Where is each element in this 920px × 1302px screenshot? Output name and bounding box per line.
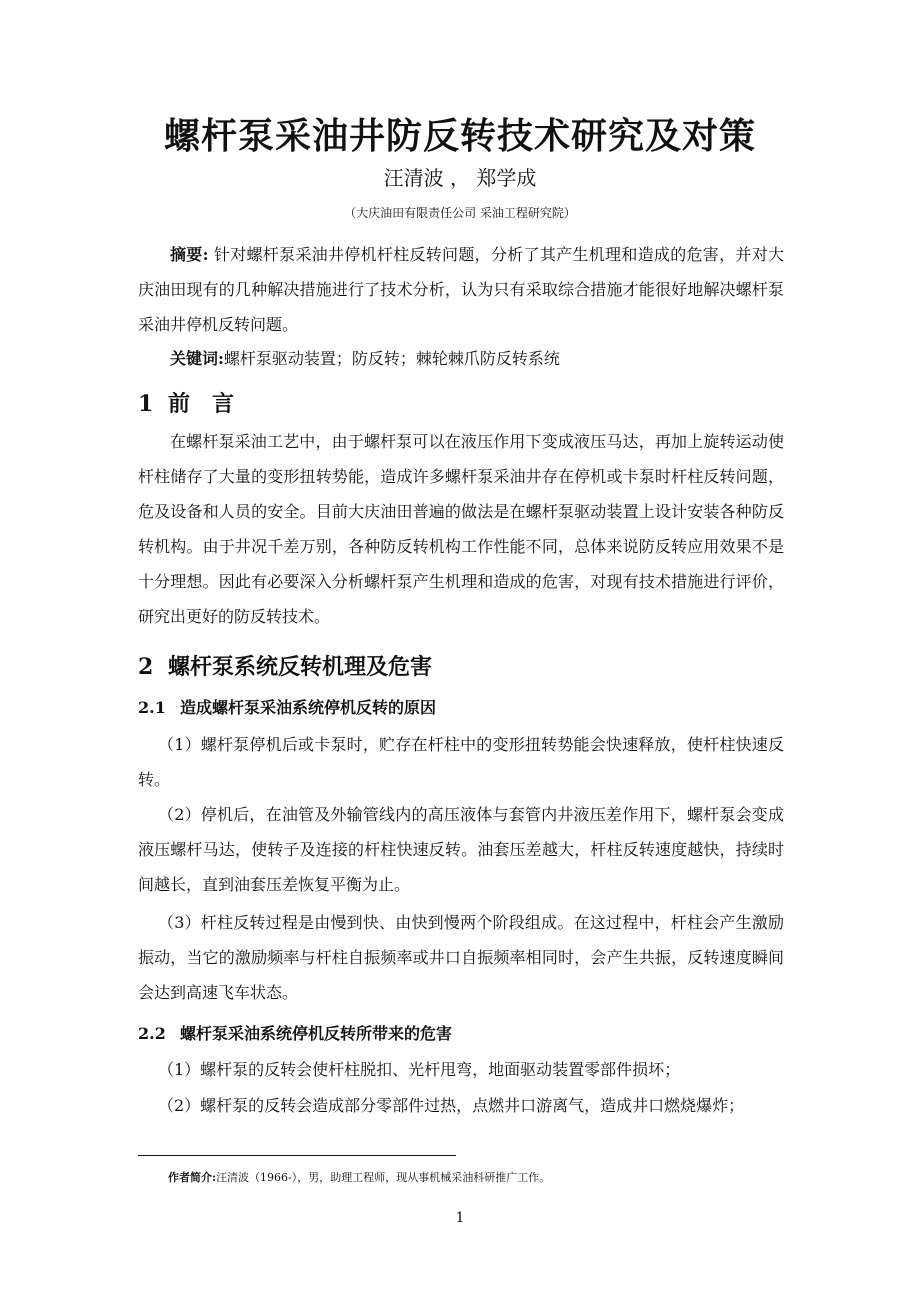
- subsection-2-1-heading: [138, 696, 436, 720]
- list-item: （2）停机后，在油管及外输管线内的高压液体与套管内井液压差作用下，螺杆泵会变成液压螺杆马达，使转子及连接的杆柱快速反转。油套压差越大，杆柱反转速度越快，持续时间越长，直到油套压差恢复平衡为止。: [138, 805, 784, 894]
- section-2-heading: [138, 651, 432, 683]
- list-item: （3）杆柱反转过程是由慢到快、由快到慢两个阶段组成。在这过程中，杆柱会产生激励振动，当它的激励频率与杆柱自振频率或井口自振频率相同时，会产生共振，反转速度瞬间会达到高速飞车状态。: [138, 913, 784, 1002]
- section-1-body: 在螺杆泵采油工艺中，由于螺杆泵可以在液压作用下变成液压马达，再加上旋转运动使杆柱储存了大量的变形扭转势能，造成许多螺杆泵采油井存在停机或卡泵时杆柱反转问题，危及设备和人员的安全。目前大庆油田普遍的做法是在螺杆泵驱动装置上设计安装各种防反转机构。由于井况千差万别，各种防反转机构工作性能不同，总体来说防反转应用效果不是十分理想。因此有必要深入分析螺杆泵产生机理和造成的危害，对现有技术措施进行评价，研究出更好的防反转技术。: [138, 432, 784, 626]
- section-1-title: 前 言: [168, 391, 235, 417]
- footnote-label: 作者简介:: [168, 1171, 217, 1184]
- section-1-number: 1: [138, 391, 154, 417]
- list-item: （2）螺杆泵的反转会造成部分零部件过热，点燃井口游离气，造成井口燃烧爆炸；: [158, 1096, 745, 1115]
- footnote-divider: [138, 1155, 456, 1156]
- section-2-number: 2: [138, 654, 154, 680]
- footnote-text: 汪清波（1966-），男，助理工程师，现从事机械采油科研推广工作。: [216, 1171, 551, 1184]
- list-item: （1）螺杆泵停机后或卡泵时，贮存在杆柱中的变形扭转势能会快速释放，使杆柱快速反转。: [138, 735, 784, 789]
- subsection-2-2-title: 螺杆泵采油系统停机反转所带来的危害: [180, 1024, 453, 1043]
- list-item: （1）螺杆泵的反转会使杆柱脱扣、光杆甩弯，地面驱动装置零部件损坏；: [158, 1060, 681, 1079]
- subsection-2-2-heading: [138, 1022, 452, 1046]
- paper-title: 螺杆泵采油井防反转技术研究及对策: [163, 115, 756, 157]
- page-number: 1: [455, 1210, 465, 1226]
- abstract-label: 摘要:: [170, 245, 209, 264]
- keywords: [138, 341, 784, 376]
- section-2-title: 螺杆泵系统反转机理及危害: [168, 654, 433, 680]
- author-list: 汪清波 ， 郑学成: [383, 166, 537, 190]
- subsection-2-1-title: 造成螺杆泵采油系统停机反转的原因: [180, 698, 437, 717]
- section-1-heading: [138, 388, 234, 420]
- affiliation: （大庆油田有限责任公司 采油工程研究院）: [344, 206, 576, 220]
- subsection-2-2-number: 2.2: [138, 1024, 166, 1043]
- keywords-label: 关键词:: [170, 349, 224, 368]
- subsection-2-1-number: 2.1: [138, 698, 166, 717]
- footnote: [168, 1170, 550, 1186]
- abstract-text: 针对螺杆泵采油井停机杆柱反转问题，分析了其产生机理和造成的危害，并对大庆油田现有的几种解决措施进行了技术分析，认为只有采取综合措施才能很好地解决螺杆泵采油井停机反转问题。: [138, 245, 784, 334]
- abstract: [138, 237, 784, 342]
- keywords-text: 螺杆泵驱动装置；防反转；棘轮棘爪防反转系统: [223, 349, 560, 368]
